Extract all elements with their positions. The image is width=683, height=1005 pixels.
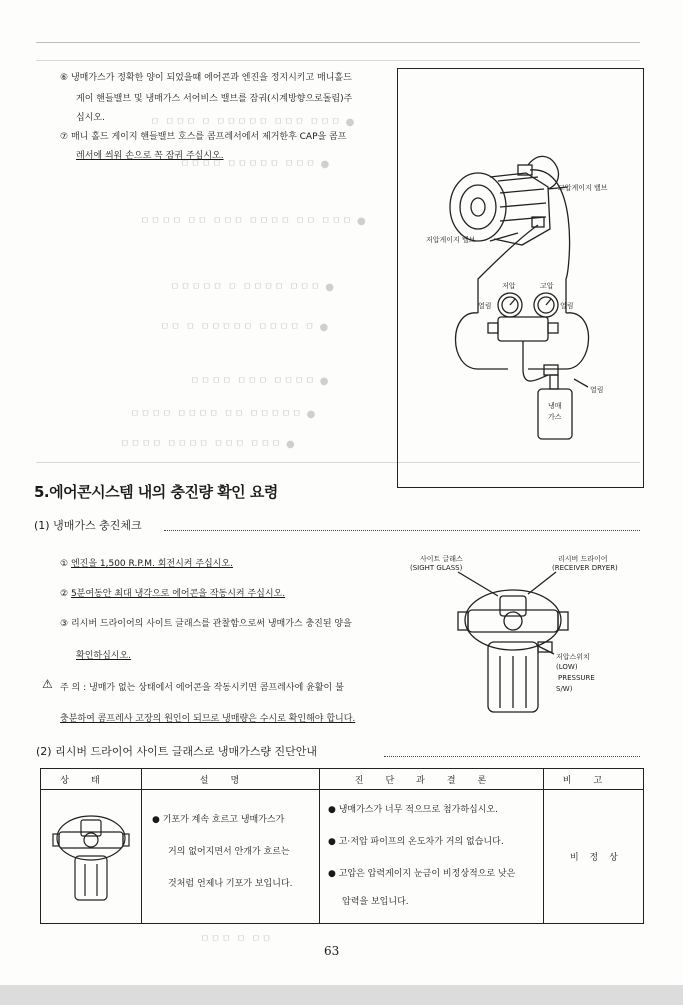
description-line-3: 것처럼 언제나 기포가 보입니다. [168, 879, 293, 889]
step-7 [60, 131, 346, 143]
check-item-2 [60, 588, 285, 600]
compressor-pulley [450, 173, 506, 241]
caution-label: 주 의 : [60, 683, 87, 693]
show-through-text: ㅁㅁㅁㅁㅁ ㅁ ㅁㅁㅁㅁ ㅁㅁㅁ ● [170, 282, 336, 293]
header-description: 설명 [142, 769, 320, 790]
label-open-can: 열림 [590, 386, 604, 394]
step-6-line-3: 십시오. [76, 113, 105, 123]
cell-remark [544, 790, 644, 924]
diagnosis-line-1: ● 냉매가스가 너무 적으므로 첨가하십시오. [328, 805, 498, 815]
step-number: ⑦ [60, 132, 69, 142]
subsection-1-title: (1) 냉매가스 충진체크 [34, 519, 142, 532]
step-6 [60, 72, 352, 84]
header-remark: 비고 [544, 769, 644, 790]
top-rule [36, 42, 640, 43]
manifold-gauge-figure [397, 68, 644, 488]
scan-edge [0, 985, 683, 1005]
description-line-1: ● 기포가 계속 흐르고 냉매가스가 [152, 815, 285, 825]
label-low-switch-en-2: PRESSURE [558, 674, 595, 682]
header-diagnosis: 진단과결론 [320, 769, 544, 790]
high-handle [548, 323, 558, 333]
show-through-text: ㅁㅁㅁ ㅁ ㅁㅁ [200, 934, 273, 945]
description-line-2: 거의 없어지면서 안개가 흐르는 [168, 847, 290, 857]
step-6-line-2: 게이 핸들밸브 및 냉매가스 서어비스 밸브를 잠궈(시계방향으로돌림)주 [76, 94, 353, 104]
manifold-gauge-diagram [398, 69, 643, 487]
cell-description [142, 790, 320, 924]
item-text: 엔진을 1,500 R.P.M. 회전시켜 주십시오. [70, 559, 233, 569]
step-7-line-2 [76, 150, 224, 162]
step-text-line: 매니 홀드 게이지 핸들밸브 호스를 콤프레서에서 제거한후 CAP을 콤프 [70, 132, 347, 142]
manifold-block [498, 317, 548, 341]
sight-glass-dome [465, 590, 561, 650]
sight-glass-state-image [41, 790, 142, 920]
cell-state [41, 790, 142, 924]
label-gas: 가스 [548, 413, 562, 421]
step-text-line: 레서에 씌워 손으로 꼭 잠궈 주십시오. [76, 151, 224, 161]
show-through-text: ㅁㅁㅁㅁ ㅁㅁㅁ ㅁㅁㅁㅁ ● [190, 376, 330, 387]
diagnosis-line-4: 압력을 보입니다. [342, 897, 409, 907]
show-through-text: ㅁㅁㅁㅁ ㅁㅁㅁㅁ ㅁㅁㅁ ㅁㅁㅁ ● [120, 439, 296, 450]
show-through-rule [36, 60, 640, 61]
step-text-line: 냉매가스가 정확한 양이 되었을때 에어콘과 엔진을 정지시키고 매니홀드 [70, 73, 352, 83]
check-item-1 [60, 558, 233, 570]
item-text: 5분여동안 최대 냉각으로 에어콘을 작동시켜 주십시오. [70, 589, 286, 599]
label-sight-glass-ko: 사이트 글래스 [420, 555, 463, 563]
fittings [468, 610, 558, 632]
diagnosis-line-3: ● 고압은 압력게이지 눈금이 비정상적으로 낮은 [328, 869, 516, 879]
item-number: ② [60, 589, 69, 599]
label-high: 고압 [540, 282, 554, 290]
label-refrigerant: 냉매 [548, 402, 562, 410]
subsection-2-title: (2) 리시버 드라이어 사이트 글래스로 냉매가스량 진단안내 [36, 745, 317, 758]
show-through-text: ㅁㅁ ㅁ ㅁㅁㅁㅁㅁ ㅁㅁㅁㅁ ㅁ ● [160, 322, 330, 333]
section-title: 5.에어콘시스템 내의 충진량 확인 요령 [34, 483, 278, 501]
show-through-text: ㅁㅁㅁㅁ ㅁㅁㅁㅁ ㅁㅁ ㅁㅁㅁㅁㅁ ● [130, 409, 317, 420]
label-low-switch-en-3: S/W) [556, 685, 573, 693]
remark-text: 비 정 상 [570, 853, 622, 863]
receiver-dryer-figure [388, 546, 646, 722]
label-low-valve: 저압게이지 밸브 [426, 236, 476, 244]
table-header-row [41, 769, 644, 790]
label-sight-glass-en: (SIGHT GLASS) [410, 564, 463, 572]
label-open-left: 열림 [478, 302, 492, 310]
diagnosis-table [40, 768, 644, 924]
cell-diagnosis [320, 790, 544, 924]
item-text: 리시버 드라이어의 사이트 글래스를 관찰함으로써 냉매가스 충진된 양을 [70, 619, 352, 629]
label-open-right: 열림 [560, 302, 574, 310]
diagnosis-line-2: ● 고·저압 파이프의 온도차가 거의 없습니다. [328, 837, 504, 847]
table-row [41, 790, 644, 924]
label-low: 저압 [502, 282, 516, 290]
page-number: 63 [324, 944, 340, 958]
check-item-3-line-2 [76, 650, 131, 662]
show-through-text: ㅁ ㅁㅁㅁ ㅁ ㅁㅁㅁㅁㅁ ㅁㅁㅁ ㅁㅁㅁ ● [150, 117, 356, 128]
low-handle [488, 323, 498, 333]
warning-triangle-icon: ⚠ [42, 677, 53, 691]
show-through-text: ㅁㅁㅁㅁ ㅁㅁㅁㅁㅁ ㅁㅁㅁ ● [180, 159, 331, 170]
caution-line-2 [60, 713, 355, 725]
label-receiver-en: (RECEIVER DRYER) [552, 564, 618, 572]
label-receiver-ko: 리시버 드라이어 [558, 555, 608, 563]
check-item-3 [60, 618, 352, 630]
item-number: ③ [60, 619, 69, 629]
dotted-leader [164, 530, 640, 531]
header-state: 상태 [41, 769, 142, 790]
caution-text: 냉매가 없는 상태에서 에어콘을 작동시키면 콤프레사에 윤활이 불 [89, 683, 344, 693]
dotted-leader [384, 756, 640, 757]
item-number: ① [60, 559, 69, 569]
sight-glass [500, 596, 526, 616]
caution-text: 충분하여 콤프레사 고장의 원인이 되므로 냉매량은 수시로 확인해야 합니다. [60, 714, 356, 724]
label-low-switch-en-1: (LOW) [556, 663, 578, 671]
item-text: 확인하십시오. [76, 651, 132, 661]
show-through-text: ㅁㅁㅁㅁ ㅁㅁ ㅁㅁㅁ ㅁㅁㅁㅁ ㅁㅁ ㅁㅁㅁ ● [140, 216, 367, 227]
label-high-valve: 고압게이지 밸브 [558, 184, 608, 192]
receiver-dryer-diagram [388, 546, 646, 722]
step-number: ⑥ [60, 73, 69, 83]
caution-line-1 [60, 682, 344, 694]
label-low-switch-ko: 저압스위치 [556, 653, 590, 661]
hose-low [478, 225, 538, 313]
